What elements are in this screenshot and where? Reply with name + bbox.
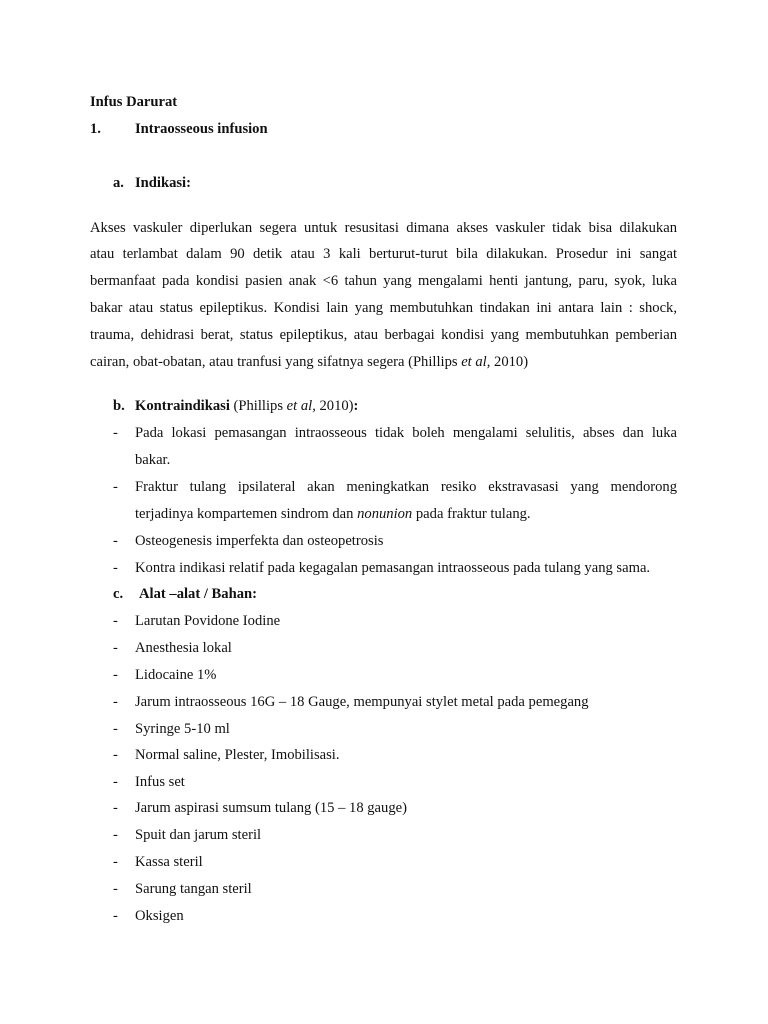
tool-item: Jarum intraosseous 16G – 18 Gauge, mempunyai stylet metal pada pemegang [135,694,589,710]
subsection-b-marker: b. [113,398,125,414]
list-item-italic: nonunion [357,506,413,522]
tool-item: Larutan Povidone Iodine [135,613,281,629]
paragraph-text: cairan, obat-obatan, atau tranfusi yang sifatnya segera (Phillips [90,354,462,370]
subsection-a-heading: Indikasi: [135,175,191,191]
paragraph-line: bakar atau status epileptikus. Kondisi lain yang membutuhkan tindakan ini antara lain : shock, [90,300,677,316]
list-dash: - [113,774,118,790]
subsection-b-colon: : [353,398,359,414]
tool-item: Lidocaine 1% [135,667,217,683]
list-dash: - [113,800,118,816]
list-item-text: pada fraktur tulang. [412,506,531,522]
list-item: Kontra indikasi relatif pada kegagalan pemasangan intraosseous pada tulang yang sama. [135,560,651,576]
list-dash: - [113,479,118,495]
document-title: Infus Darurat [90,94,178,110]
list-item: Fraktur tulang ipsilateral akan meningkatkan resiko ekstravasasi yang mendorong [135,479,677,495]
list-dash: - [113,881,118,897]
list-dash: - [113,640,118,656]
paragraph-last-line [90,353,528,371]
subsection-c-heading: Alat –alat / Bahan: [139,586,257,602]
tool-item: Spuit dan jarum steril [135,827,262,843]
paragraph-line: bermanfaat pada kondisi pasien anak <6 tahun yang mengalami henti jantung, paru, syok, luka [90,273,677,289]
tool-item: Syringe 5-10 ml [135,721,230,737]
tool-item: Sarung tangan steril [135,881,252,897]
list-item-text: terjadinya kompartemen sindrom dan [135,506,358,522]
citation-year: 2010) [490,354,529,370]
list-dash: - [113,613,118,629]
subsection-b-title [135,397,358,415]
tool-item: Kassa steril [135,854,203,870]
list-item: Osteogenesis imperfekta dan osteopetrosis [135,533,384,549]
subsection-b-cite: (Phillips [229,398,287,414]
list-dash: - [113,694,118,710]
list-dash: - [113,721,118,737]
list-dash: - [113,827,118,843]
tool-item: Jarum aspirasi sumsum tulang (15 – 18 gauge) [135,800,407,816]
subsection-b-cite-year: 2010) [315,398,354,414]
list-dash: - [113,533,118,549]
paragraph-line: trauma, dehidrasi berat, status epileptikus, atau berbagai kondisi yang membutuhkan pemberian [90,327,677,343]
paragraph-line: Akses vaskuler diperlukan segera untuk resusitasi dimana akses vaskuler tidak bisa dilakukan [90,220,677,236]
tool-item: Anesthesia lokal [135,640,232,656]
list-dash: - [113,425,118,441]
tool-item: Infus set [135,774,185,790]
list-dash: - [113,747,118,763]
tool-item: Normal saline, Plester, Imobilisasi. [135,747,340,763]
tool-item: Oksigen [135,908,184,924]
list-dash: - [113,667,118,683]
subsection-b-heading: Kontraindikasi [135,398,230,414]
subsection-c-marker: c. [113,586,124,602]
section-heading: Intraosseous infusion [135,121,268,137]
list-item: Pada lokasi pemasangan intraosseous tidak boleh mengalami selulitis, abses dan luka [135,425,677,441]
list-dash: - [113,908,118,924]
list-item-continuation: bakar. [135,452,171,468]
subsection-b-cite-italic: et al, [286,398,316,414]
list-dash: - [113,560,118,576]
section-number: 1. [90,121,101,137]
list-dash: - [113,854,118,870]
list-item-continuation [135,505,531,523]
citation-italic: et al, [461,354,491,370]
subsection-a-marker: a. [113,175,124,191]
paragraph-line: atau terlambat dalam 90 detik atau 3 kali berturut-turut bila dilakukan. Prosedur ini sangat [90,246,677,262]
